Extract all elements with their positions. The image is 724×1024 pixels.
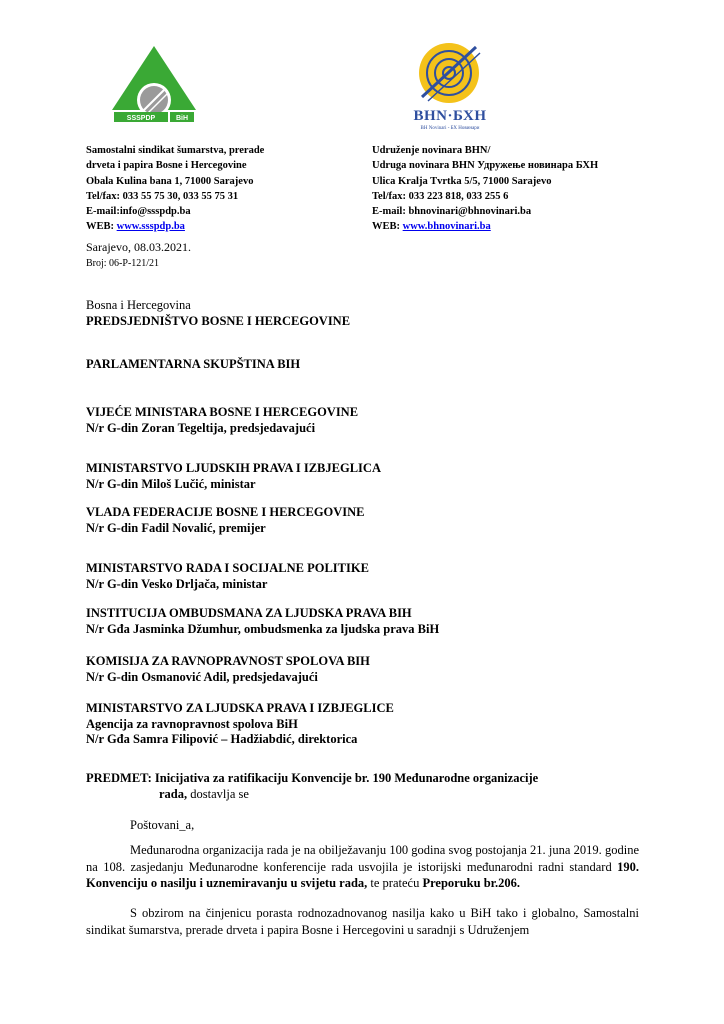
left-head-line: E-mail:info@ssspdp.ba — [86, 206, 191, 218]
paragraph-text: Međunarodna organizacija rada je na obilježavanju 100 godina svog postojanja 21. juna 2019. godine na 108. zasjedanju Međunarodne konferencije rada usvojila je istorijski međunarodni radni standard — [86, 843, 639, 874]
recipient-block — [86, 357, 300, 373]
recipient-block — [86, 606, 439, 637]
recipient-block — [86, 654, 370, 685]
paragraph-text: S obzirom na činjenicu porasta rodnozadnovanog nasilja kako u BiH tako i globalno, Samostalni sindikat šumarstva, prerade drveta i papira Bosne i Hercegovini u saradnji s Udruženjem — [86, 906, 639, 937]
paragraph-bold-text: 190. Konvenciju o nasilju i uznemiravanju u svijetu rada, — [86, 859, 639, 890]
ssspdp-logo-text: SSSPDP — [126, 115, 156, 122]
recipient-line: PARLAMENTARNA SKUPŠTINA BIH — [86, 357, 301, 371]
recipient-line: N/r G-din Osmanović Adil, predsjedavajući — [86, 669, 318, 684]
right-head-line: Udruženje novinara BHN/ — [372, 145, 491, 156]
subject-text: rada, — [159, 786, 188, 801]
recipient-line: N/r G-din Fadil Novalić, premijer — [86, 520, 266, 535]
recipient-line: INSTITUCIJA OMBUDSMANA ZA LJUDSKA PRAVA BIH — [86, 606, 412, 620]
right-head-line: Ulica Kralja Tvrtka 5/5, 71000 Sarajevo — [372, 175, 552, 187]
recipient-block — [86, 505, 365, 536]
recipient-line: VLADA FEDERACIJE BOSNE I HERCEGOVINE — [86, 505, 365, 519]
recipient-line: Agencija za ravnopravnost spolova BiH — [86, 716, 298, 731]
left-head-line: Obala Kulina bana 1, 71000 Sarajevo — [86, 175, 254, 187]
body-paragraph — [86, 842, 639, 892]
recipient-line: VIJEĆE MINISTARA BOSNE I HERCEGOVINE — [86, 405, 359, 419]
right-head-line: E-mail: bhnovinari@bhnovinari.ba — [372, 206, 532, 218]
subject-label: PREDMET: — [86, 771, 155, 785]
web-label: WEB: — [372, 221, 403, 233]
web-label: WEB: — [86, 221, 117, 233]
recipient-line: N/r G-din Miloš Lučić, ministar — [86, 476, 256, 491]
letter-date: Sarajevo, 08.03.2021. — [86, 240, 191, 254]
ssspdp-web-link[interactable]: www.ssspdp.ba — [116, 221, 185, 233]
bhnovinari-web-link[interactable]: www.bhnovinari.ba — [402, 221, 491, 233]
paragraph-text: te prateću — [367, 876, 423, 890]
recipient-line: PREDSJEDNIŠTVO BOSNE I HERCEGOVINE — [86, 313, 351, 328]
bhn-logo-subtext: BH Novinari - БХ Новинари — [420, 126, 480, 131]
bhn-logo-text: BHN·БХН — [413, 108, 487, 124]
recipient-block — [86, 298, 350, 329]
subject-block — [86, 771, 646, 802]
left-letterhead — [86, 143, 336, 235]
ssspdp-logo-badge: BiH — [175, 115, 189, 122]
recipient-line: Bosna i Hercegovina — [86, 298, 191, 312]
paragraph-bold-text: Preporuku br.206. — [422, 876, 521, 890]
left-head-web — [86, 219, 336, 234]
recipient-line: N/r Gđa Samra Filipović – Hadžiabdić, direktorica — [86, 732, 358, 746]
letter-number: Broj: 06-P-121/21 — [86, 258, 160, 269]
left-head-line: Samostalni sindikat šumarstva, prerade — [86, 145, 265, 156]
ssspdp-logo — [104, 38, 204, 138]
left-head-line: Tel/fax: 033 55 75 30, 033 55 75 31 — [86, 190, 239, 202]
subject-line — [86, 771, 646, 787]
recipient-line: KOMISIJA ZA RAVNOPRAVNOST SPOLOVA BIH — [86, 654, 370, 668]
greeting: Poštovani_a, — [130, 818, 195, 832]
right-head-web — [372, 219, 672, 234]
recipient-line: MINISTARSTVO LJUDSKIH PRAVA I IZBJEGLICA — [86, 461, 381, 475]
right-letterhead — [372, 143, 672, 235]
left-head-line: drveta i papira Bosne i Hercegovine — [86, 160, 247, 172]
right-head-line: Tel/fax: 033 223 818, 033 255 6 — [372, 190, 509, 202]
recipient-line: MINISTARSTVO ZA LJUDSKA PRAVA I IZBJEGLICE — [86, 701, 394, 715]
recipient-line: N/r Gđa Jasminka Džumhur, ombudsmenka za ljudska prava BiH — [86, 621, 440, 636]
recipient-block — [86, 461, 381, 492]
recipient-line: N/r G-din Zoran Tegeltija, predsjedavajući — [86, 420, 316, 435]
subject-text-plain: dostavlja se — [187, 786, 249, 801]
recipient-block — [86, 561, 369, 592]
right-head-line: Udruga novinara BHN Удружење новинара БХН — [372, 160, 599, 172]
subject-text: Inicijativa za ratifikaciju Konvencije br. 190 Međunarodne organizacije — [154, 771, 539, 785]
recipient-line: N/r G-din Vesko Drljača, ministar — [86, 576, 268, 591]
body-paragraph — [86, 905, 639, 938]
recipient-line: MINISTARSTVO RADA I SOCIJALNE POLITIKE — [86, 561, 369, 575]
recipient-block — [86, 405, 358, 436]
recipient-block — [86, 701, 394, 748]
subject-line — [86, 787, 646, 803]
